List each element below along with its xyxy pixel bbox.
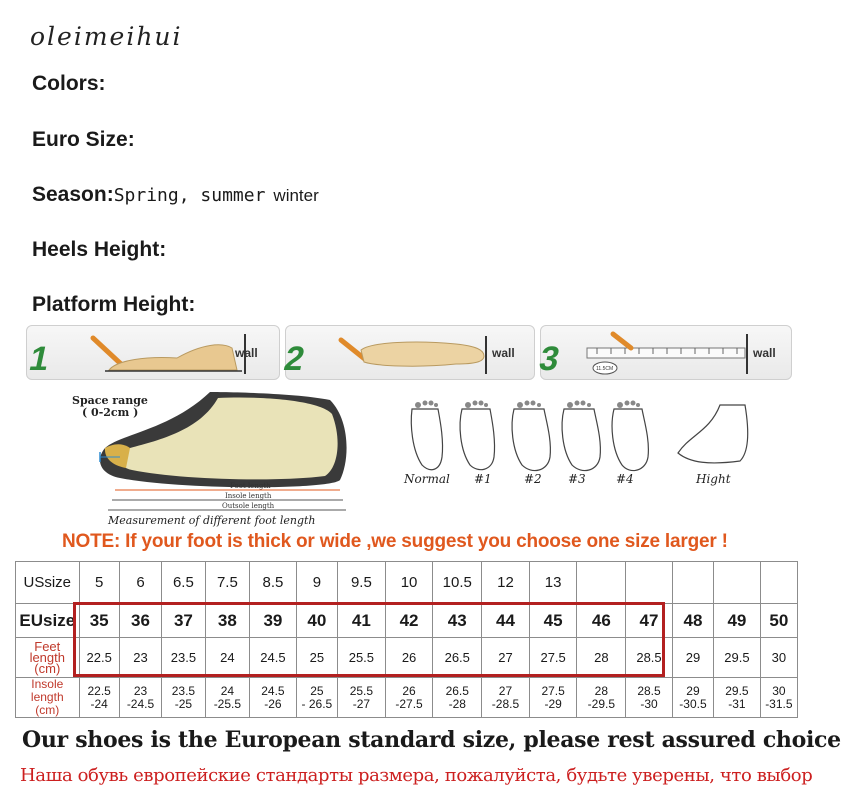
us-size-cell: 10.5 [433, 562, 482, 604]
feet-length-cell: 24.5 [250, 638, 297, 678]
shoe-measurement-diagram [60, 390, 360, 530]
size-chart-table [15, 561, 798, 718]
insole-max: -26 [264, 696, 282, 711]
eu-size-cell: 45 [529, 604, 577, 638]
brand-logo: oleimeihui [30, 22, 183, 51]
insole-length-cell [119, 678, 161, 718]
insole-length-cell [529, 678, 577, 718]
insole-length-cell [433, 678, 482, 718]
eu-size-cell: 47 [626, 604, 673, 638]
us-size-cell: 6 [119, 562, 161, 604]
insole-min: 24.5 [261, 683, 285, 698]
feet-length-cell: 26 [385, 638, 433, 678]
step-2-number: 2 [280, 340, 308, 378]
insole-max: -28.5 [491, 696, 520, 711]
measure-step-2 [280, 325, 535, 380]
foot-type-2: #2 [524, 472, 542, 486]
insole-max: -24 [90, 696, 108, 711]
foot-type-high: Hight [696, 472, 731, 486]
insole-max: -29.5 [587, 696, 616, 711]
measure-step-3 [535, 325, 792, 380]
footer-english: Our shoes is the European standard size, please rest assured choice [22, 727, 841, 753]
eu-size-cell: 38 [205, 604, 250, 638]
colors-label: Colors: [32, 72, 106, 95]
insole-length-cell [672, 678, 713, 718]
step-1-wall-label: wall [235, 346, 258, 360]
season-value-winter: winter [273, 186, 319, 205]
insole-max: -31 [728, 696, 746, 711]
eu-size-row [16, 604, 798, 638]
insole-min: 29 [686, 683, 700, 698]
feet-length-cell: 28.5 [626, 638, 673, 678]
outsole-length-label: Outsole length [222, 502, 275, 510]
insole-max: - 26.5 [301, 696, 333, 711]
feet-length-cell: 29 [672, 638, 713, 678]
insole-min: 24 [220, 683, 235, 698]
insole-length-cell [385, 678, 433, 718]
season-row [32, 183, 319, 207]
feet-length-cell: 27 [482, 638, 530, 678]
eu-size-label: EUsize [16, 604, 80, 638]
us-size-cell: 6.5 [162, 562, 205, 604]
insole-min: 25.5 [349, 683, 374, 698]
feet-length-cell: 23.5 [162, 638, 205, 678]
insole-min: 22.5 [87, 683, 111, 698]
insole-label-line-3: (cm) [35, 703, 60, 717]
insole-min: 28.5 [637, 683, 661, 698]
insole-max: -24.5 [126, 696, 155, 711]
feet-label-line-3: (cm) [34, 661, 61, 676]
insole-max: -25 [174, 696, 193, 711]
us-size-row [16, 562, 798, 604]
insole-min: 29.5 [725, 683, 749, 698]
insole-max: -29 [544, 696, 562, 711]
insole-length-cell [296, 678, 337, 718]
insole-length-cell [577, 678, 626, 718]
insole-max: -27.5 [395, 696, 423, 711]
insole-min: 26 [402, 683, 416, 698]
insole-label-line-1: Insole [31, 677, 64, 691]
insole-length-cell [482, 678, 530, 718]
insole-length-row [16, 678, 798, 718]
measure-step-1 [26, 325, 280, 380]
step-3-number: 3 [535, 340, 563, 378]
insole-min: 23.5 [171, 683, 196, 698]
feet-length-cell: 28 [577, 638, 626, 678]
us-size-cell: 9.5 [338, 562, 386, 604]
us-size-cell: 9 [296, 562, 337, 604]
size-note: NOTE: If your foot is thick or wide ,we suggest you choose one size larger ! [62, 531, 728, 552]
eu-size-cell: 48 [672, 604, 713, 638]
insole-max: -25.5 [213, 696, 242, 711]
insole-min: 28 [594, 683, 609, 698]
heels-height-label: Heels Height: [32, 238, 167, 261]
foot-type-3: #3 [568, 472, 586, 486]
foot-type-normal: Normal [404, 472, 450, 486]
us-size-cell: 8.5 [250, 562, 297, 604]
us-size-cell [714, 562, 761, 604]
us-size-cell: 7.5 [205, 562, 250, 604]
feet-length-cell: 29.5 [714, 638, 761, 678]
foot-normal-outline [411, 409, 442, 470]
us-size-cell [672, 562, 713, 604]
eu-size-cell: 37 [162, 604, 205, 638]
footer-russian: Наша обувь европейские стандарты размера, пожалуйста, будьте уверены, что выбор [20, 765, 813, 786]
insole-max: -30 [640, 696, 658, 711]
insole-max: -27 [352, 696, 371, 711]
eu-size-cell: 46 [577, 604, 626, 638]
insole-length-cell [205, 678, 250, 718]
eu-size-cell: 35 [79, 604, 119, 638]
foot-length-label: Foot length [230, 482, 271, 490]
eu-size-cell: 43 [433, 604, 482, 638]
eu-size-cell: 42 [385, 604, 433, 638]
foot-types-diagram [400, 395, 770, 490]
feet-length-label [16, 638, 80, 678]
foot-type-1: #1 [474, 472, 492, 486]
feet-length-cell: 26.5 [433, 638, 482, 678]
insole-label-line-2: length [30, 690, 64, 704]
space-range-value: ( 0-2cm ) [82, 406, 139, 419]
step-3-ruler-mark: 11.5CM [596, 366, 614, 372]
insole-min: 27 [498, 683, 513, 698]
insole-min: 27.5 [541, 683, 565, 698]
insole-min: 25 [310, 683, 324, 698]
eu-size-cell: 40 [296, 604, 337, 638]
insole-max: -31.5 [765, 696, 793, 711]
insole-length-cell [250, 678, 297, 718]
season-label: Season: [32, 183, 114, 206]
feet-length-cell: 25.5 [338, 638, 386, 678]
step-3-wall-label: wall [753, 346, 776, 360]
insole-length-cell [79, 678, 119, 718]
us-size-label: USsize [16, 562, 80, 604]
insole-max: -30.5 [679, 696, 707, 711]
us-size-cell: 5 [79, 562, 119, 604]
insole-length-label: Insole length [225, 492, 272, 500]
us-size-cell [577, 562, 626, 604]
season-value: Spring, summer [113, 185, 266, 206]
feet-length-cell: 27.5 [529, 638, 577, 678]
eu-size-cell: 49 [714, 604, 761, 638]
feet-length-cell: 25 [296, 638, 337, 678]
eu-size-cell: 41 [338, 604, 386, 638]
us-size-cell [626, 562, 673, 604]
feet-label-line-2: length [29, 650, 65, 665]
euro-size-label: Euro Size: [32, 128, 135, 151]
insole-min: 26.5 [445, 683, 469, 698]
us-size-cell: 10 [385, 562, 433, 604]
insole-length-cell [338, 678, 386, 718]
feet-label-line-1: Feet [34, 639, 61, 654]
step-2-wall-label: wall [492, 346, 515, 360]
eu-size-cell: 36 [119, 604, 161, 638]
feet-length-cell: 22.5 [79, 638, 119, 678]
step-1-number: 1 [25, 340, 53, 378]
eu-size-cell: 39 [250, 604, 297, 638]
us-size-cell [760, 562, 797, 604]
insole-min: 23 [133, 683, 148, 698]
platform-height-label: Platform Height: [32, 293, 196, 316]
space-range-label: Space range [72, 394, 148, 407]
eu-size-cell: 44 [482, 604, 530, 638]
eu-size-cell: 50 [760, 604, 797, 638]
feet-length-cell: 24 [205, 638, 250, 678]
us-size-cell: 12 [482, 562, 530, 604]
insole-length-cell [714, 678, 761, 718]
us-size-cell: 13 [529, 562, 577, 604]
insole-max: -28 [448, 696, 466, 711]
insole-length-cell [626, 678, 673, 718]
insole-min: 30 [772, 683, 786, 698]
insole-length-label [16, 678, 80, 718]
foot-type-4: #4 [616, 472, 634, 486]
measurement-caption: Measurement of different foot length [108, 514, 316, 527]
feet-length-row [16, 638, 798, 678]
feet-length-cell: 23 [119, 638, 161, 678]
feet-length-cell: 30 [760, 638, 797, 678]
insole-length-cell [162, 678, 205, 718]
insole-length-cell [760, 678, 797, 718]
